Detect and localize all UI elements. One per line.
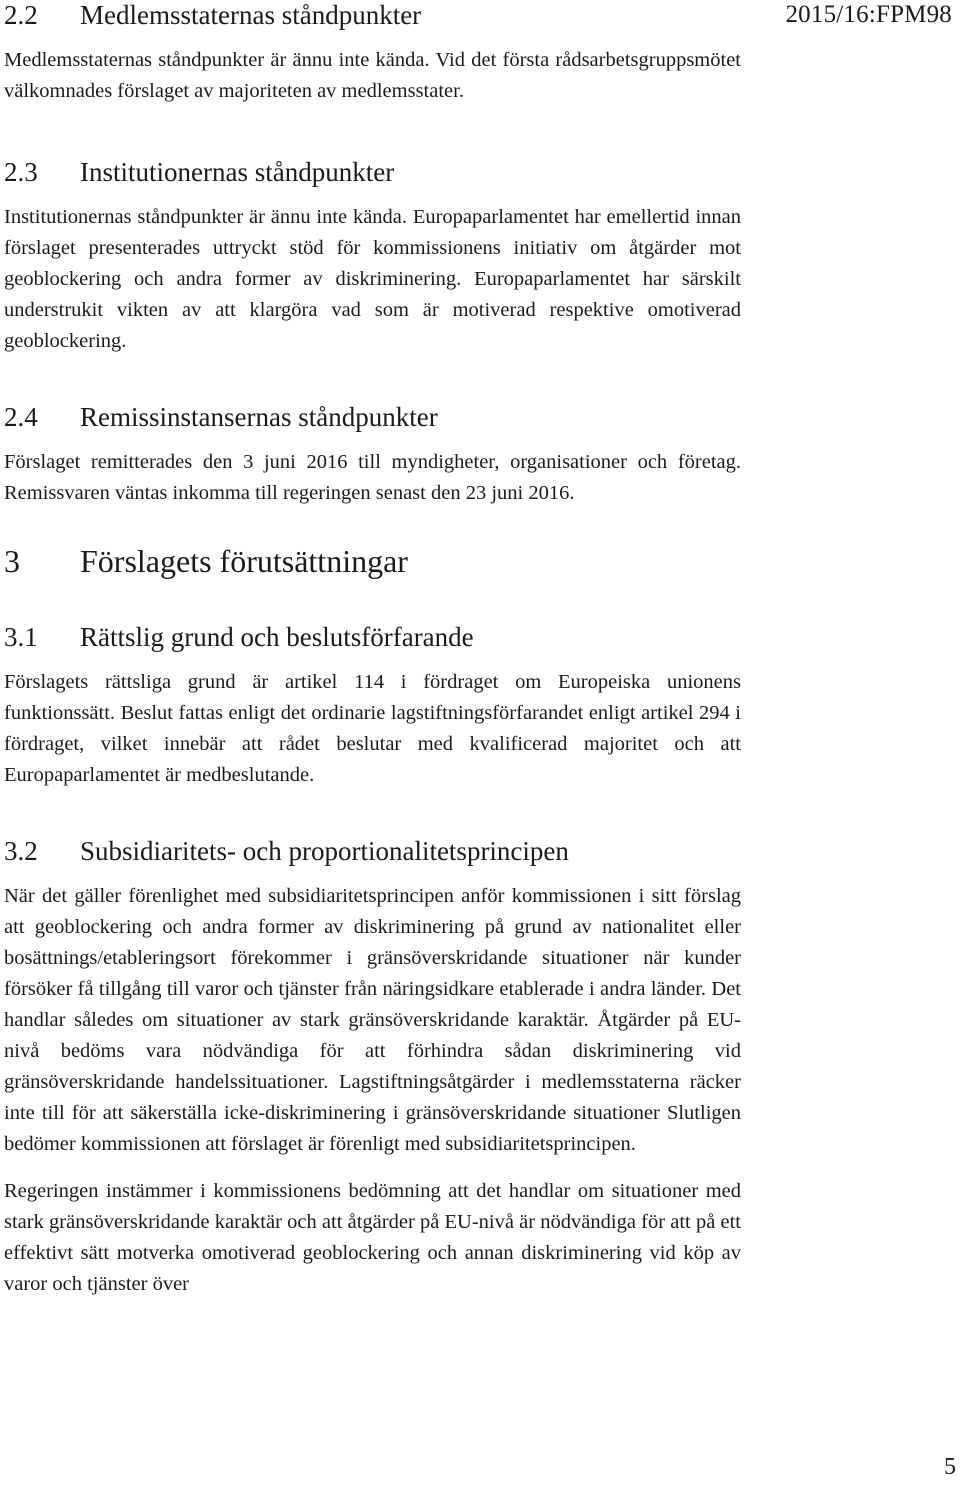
section-heading-2-2 [4,0,741,30]
section-title: Institutionernas ståndpunkter [80,157,395,187]
chapter-number: 3 [4,543,20,579]
chapter-heading-3 [4,543,741,579]
section-number: 3.2 [4,836,38,866]
section-title: Rättslig grund och beslutsförfarande [80,622,474,652]
section-heading-3-2 [4,836,741,866]
paragraph: Förslagets rättsliga grund är artikel 114 i fördraget om Europeiska unionens funktionssätt. Beslut fattas enligt det ordinarie lagstiftningsförfarandet enligt artikel 294 i fördraget, vilket innebär att rådet beslutar med kvalificerad majoritet och att Europaparlamentet är medbeslutande. [4,671,741,786]
section-heading-2-4 [4,402,741,432]
section-title: Subsidiaritets- och proportionalitetsprincipen [80,836,569,866]
paragraph: Medlemsstaternas ståndpunkter är ännu inte kända. Vid det första rådsarbetsgruppsmötet välkomnades förslaget av majoriteten av medlemsstater. [4,49,741,102]
paragraph: Regeringen instämmer i kommissionens bedömning att det handlar om situationer med stark gränsöverskridande karaktär och att åtgärder på EU-nivå är nödvändiga för att på ett effektivt sätt motverka omotiverad geoblockering och annan diskriminering vid köp av varor och tjänster över [4,1180,741,1295]
chapter-title: Förslagets förutsättningar [80,543,408,579]
section-number: 2.3 [4,157,38,187]
document-id: 2015/16:FPM98 [785,1,952,28]
section-heading-2-3 [4,157,741,187]
paragraph: När det gäller förenlighet med subsidiaritetsprincipen anför kommissionen i sitt förslag att geoblockering och andra former av diskriminering på grund av nationalitet eller bosättnings/etableringsort förekommer i gränsöverskridande situationer när kunder försöker få tillgång till varor och tjänster från näringsidkare etablerade i andra länder. Det handlar således om situationer av stark gränsöverskridande karaktär. Åtgärder på EU-nivå bedöms vara nödvändiga för att förhindra sådan diskriminering vid gränsöverskridande handelssituationer. Lagstiftningsåtgärder i medlemsstaterna räcker inte till för att säkerställa icke-diskriminering i gränsöverskridande situationer Slutligen bedömer kommissionen att förslaget är förenligt med subsidiaritetsprincipen. [4,885,741,1155]
section-number: 2.4 [4,402,38,432]
paragraph: Institutionernas ståndpunkter är ännu inte kända. Europaparlamentet har emellertid innan förslaget presenterades uttryckt stöd för kommissionens initiativ om åtgärder mot geoblockering och andra former av diskriminering. Europaparlamentet har särskilt understrukit vikten av att klargöra vad som är motiverad respektive omotiverad geoblockering. [4,206,741,352]
section-heading-3-1 [4,622,741,652]
section-number: 3.1 [4,622,38,652]
section-title: Remissinstansernas ståndpunkter [80,402,438,432]
section-title: Medlemsstaternas ståndpunkter [80,0,422,30]
section-number: 2.2 [4,0,38,30]
paragraph: Förslaget remitterades den 3 juni 2016 till myndigheter, organisationer och företag. Remissvaren väntas inkomma till regeringen senast den 23 juni 2016. [4,451,741,504]
document-content [4,0,741,1300]
page-number: 5 [944,1454,956,1480]
